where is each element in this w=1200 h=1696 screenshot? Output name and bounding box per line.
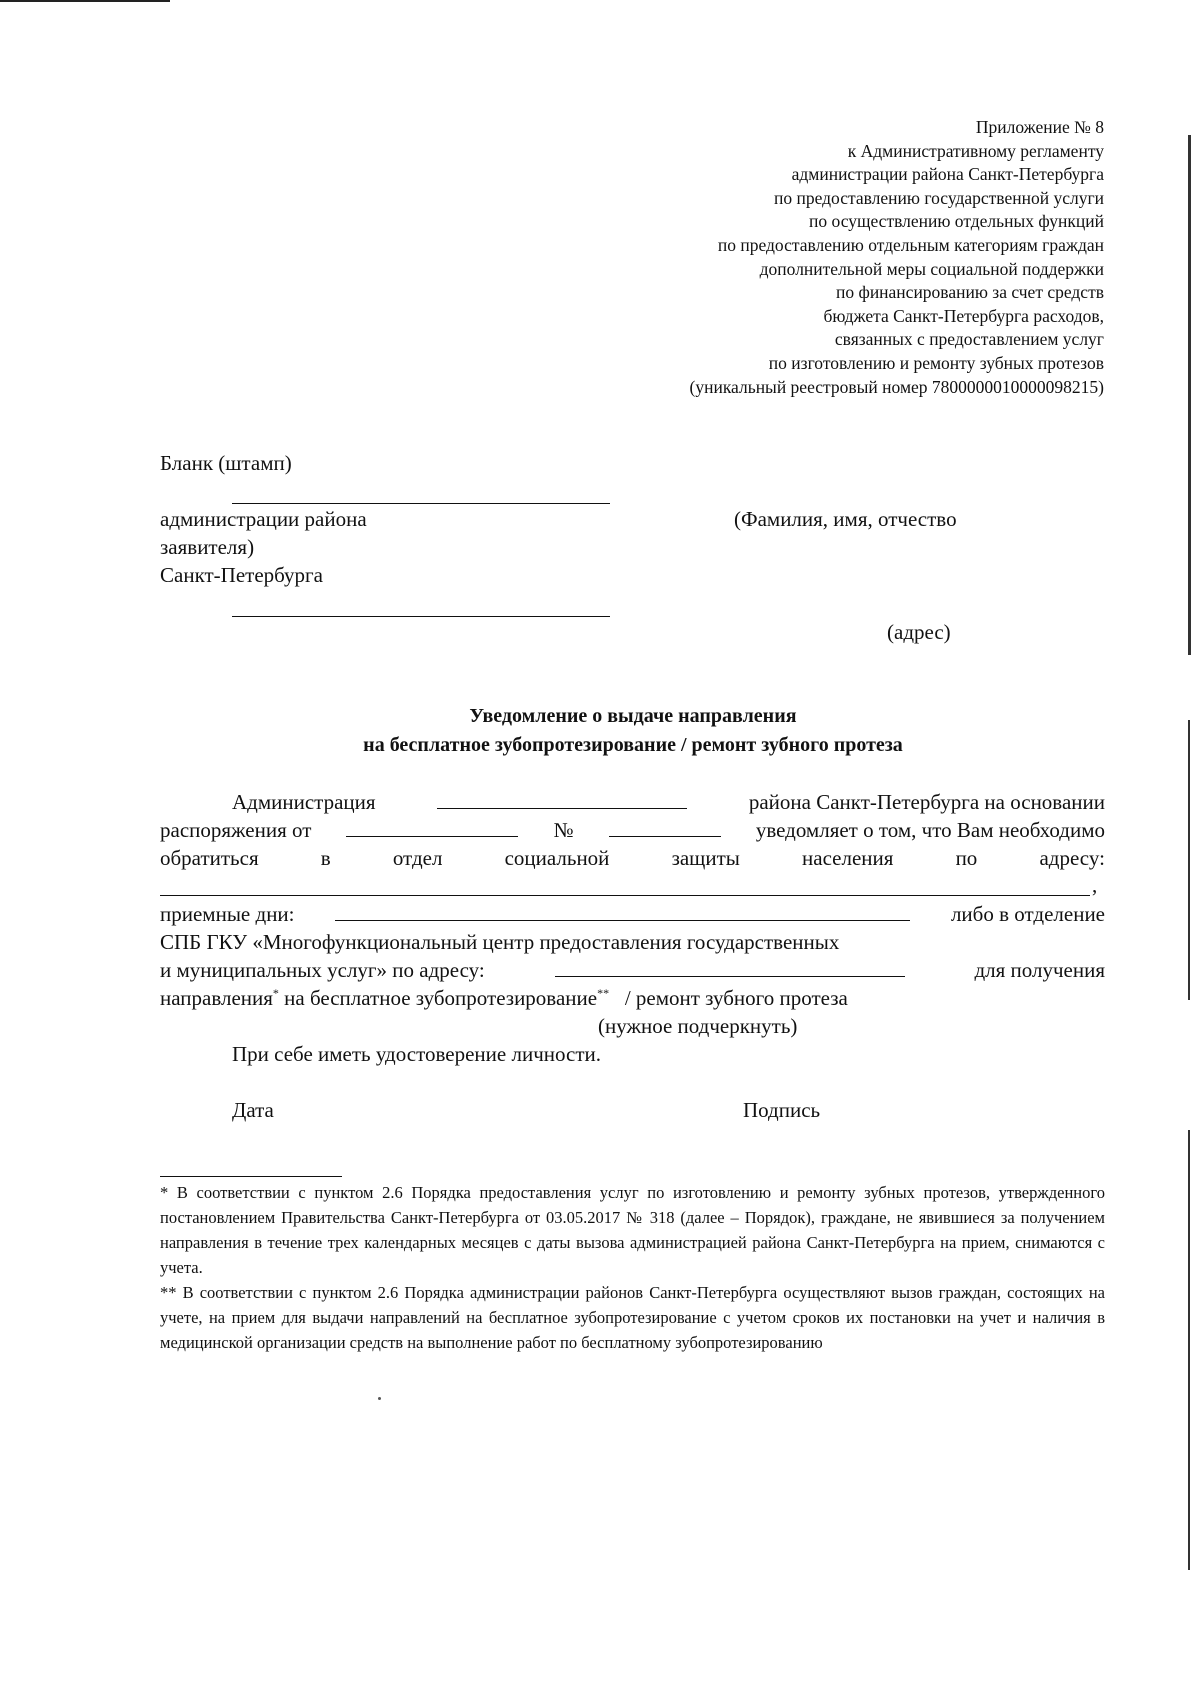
appendix-header: [690, 116, 1104, 399]
footnote-2: ** В соответствии с пунктом 2.6 Порядка администрации районов Санкт-Петербурга осуществляют вызов граждан, состоящих на учете, на прием для выдачи направлений на бесплатное зубопротезирование с учетом сроков их постановки на учет и наличия в медицинской организации средств на выполнение работ по бесплатному зубопротезированию: [160, 1283, 1105, 1352]
scan-artifact-edge: [1188, 720, 1190, 1000]
appendix-line: связанных с предоставлением услуг: [834, 329, 1104, 350]
reception-days-blank: [335, 902, 910, 921]
footnote-mark-2: **: [597, 986, 610, 1000]
notifies-text: уведомляет о том, что Вам необходимо: [755, 818, 1105, 842]
spb-label: Санкт-Петербурга: [160, 563, 323, 587]
appendix-line: по финансированию за счет средств: [835, 282, 1104, 303]
scan-artifact-top: [0, 0, 170, 2]
body-row-reception: [160, 902, 1105, 927]
scan-artifact-edge: [1188, 135, 1191, 655]
admin-district-label: администрации района: [160, 507, 367, 531]
order-from-text: распоряжения от: [160, 818, 312, 842]
addressee-address-line: [232, 616, 610, 617]
fio-label: (Фамилия, имя, отчество: [734, 507, 957, 531]
body-row-3: [160, 846, 1105, 871]
appendix-line: бюджета Санкт-Петербурга расходов,: [823, 305, 1104, 326]
row3-word: адресу:: [1039, 846, 1105, 870]
repair-text: / ремонт зубного протеза: [624, 986, 848, 1010]
appendix-line: дополнительной меры социальной поддержки: [759, 258, 1104, 279]
appendix-line: (уникальный реестровый номер 7800000010000098215): [689, 376, 1104, 397]
row3-word: населения: [802, 846, 894, 870]
or-branch-text: либо в отделение: [950, 902, 1105, 926]
row3-word: социальной: [504, 846, 610, 870]
appendix-line: администрации района Санкт-Петербурга: [791, 164, 1104, 185]
referral-text: направления: [160, 986, 273, 1010]
row3-word: защиты: [671, 846, 740, 870]
district-blank: [437, 790, 687, 809]
appendix-line: по предоставлению отдельным категориям граждан: [717, 234, 1104, 255]
mfc-address-text: и муниципальных услуг» по адресу:: [160, 958, 485, 982]
footnote-rule: [160, 1176, 342, 1177]
row3-word: отдел: [392, 846, 443, 870]
body-row-2: [160, 818, 1105, 843]
free-dental-text: на бесплатное зубопротезирование: [284, 986, 598, 1010]
address-comma: ,: [1092, 873, 1098, 897]
addressee-name-line: [232, 503, 610, 504]
appendix-line: по осуществлению отдельных функций: [809, 211, 1104, 232]
row3-word: обратиться: [160, 846, 259, 870]
id-note: При себе иметь удостоверение личности.: [232, 1042, 601, 1066]
underline-hint: (нужное подчеркнуть): [598, 1014, 798, 1038]
scan-artifact-edge: [1188, 1130, 1190, 1570]
footnotes: [160, 1180, 1105, 1355]
appendix-line: по изготовлению и ремонту зубных протезов: [768, 352, 1104, 373]
mfc-address-blank: [555, 958, 905, 977]
scan-dot: [378, 1397, 381, 1400]
appendix-line: к Административному регламенту: [847, 140, 1104, 161]
referral-row: [160, 986, 848, 1011]
address-blank-line: [160, 895, 1090, 896]
notice-subtitle: на бесплатное зубопротезирование / ремонт зубного протеза: [363, 734, 903, 756]
row3-word: по: [955, 846, 978, 870]
order-date-blank: [346, 818, 518, 837]
footnote-mark-1: *: [272, 986, 279, 1000]
to-receive-text: для получения: [974, 958, 1105, 982]
administration-word: Администрация: [232, 790, 376, 814]
number-sign: №: [553, 818, 574, 842]
appendix-line: по предоставлению государственной услуги: [774, 187, 1104, 208]
footnote-1: * В соответствии с пунктом 2.6 Порядка предоставления услуг по изготовлению и ремонту зубных протезов, утвержденного постановлением Правительства Санкт-Петербурга от 03.05.2017 № 318 (далее – Порядок), граждане, не явившиеся за получением направления в течение трех календарных месяцев с даты вызова администрацией района Санкт-Петербурга на прием, снимаются с учета.: [160, 1183, 1105, 1277]
notice-title: Уведомление о выдаче направления: [469, 705, 797, 727]
district-basis-text: района Санкт-Петербурга на основании: [748, 790, 1105, 814]
mfc-name-text: СПБ ГКУ «Многофункциональный центр предоставления государственных: [160, 930, 840, 954]
reception-days-text: приемные дни:: [160, 902, 295, 926]
applicant-label: заявителя): [160, 535, 255, 559]
order-number-blank: [609, 818, 721, 837]
body-row-mfc-address: [160, 958, 1105, 983]
date-label: Дата: [232, 1098, 274, 1122]
row3-word: в: [320, 846, 331, 870]
signature-label: Подпись: [743, 1098, 821, 1122]
address-label: (адрес): [887, 620, 951, 644]
body-row-1: [160, 790, 1105, 815]
blank-stamp-label: Бланк (штамп): [160, 451, 292, 475]
appendix-line: Приложение № 8: [975, 117, 1104, 137]
